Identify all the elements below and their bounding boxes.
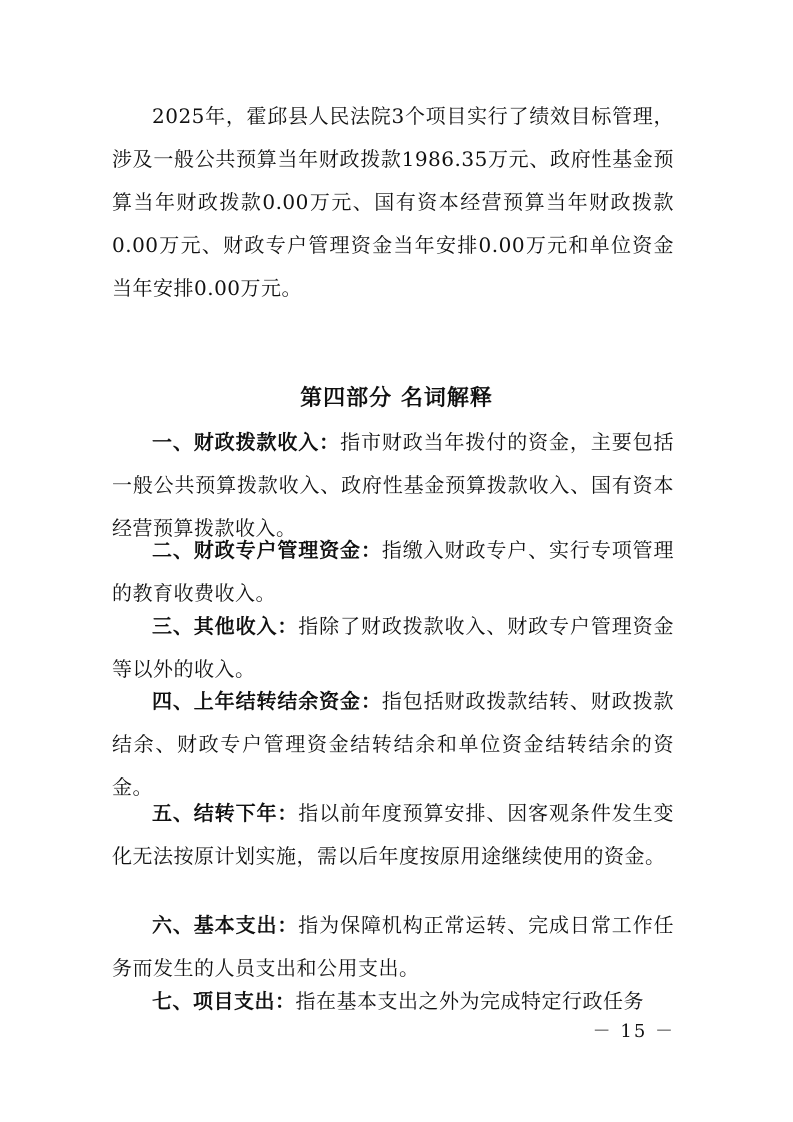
definition-special-account-funds [112,529,674,615]
definition-carryover-balance-funds [112,680,674,809]
definition-basic-expenditure [112,904,674,990]
intro-paragraph [112,95,674,310]
definition-other-income [112,605,674,691]
definition-term: 五、结转下年： [152,801,299,825]
definition-term: 七、项目支出： [152,989,296,1013]
definition-text: 指在基本支出之外为完成特定行政任务 [295,989,644,1013]
definition-text: 指以前年度预算安排、因客观条件发生变化无法按原计划实施，需以后年度按原用途继续使用的资金。 [112,801,675,868]
section-title: 第四部分 名词解释 [300,386,493,411]
definition-text: 指为保障机构正常运转、完成日常工作任务而发生的人员支出和公用支出。 [112,913,675,980]
definition-term: 四、上年结转结余资金： [152,689,382,713]
definition-term: 二、财政专户管理资金： [152,538,382,562]
definition-term: 三、其他收入： [152,614,299,638]
definition-text: 指缴入财政专户、实行专项管理的教育收费收入。 [112,538,675,605]
intro-text: 2025年，霍邱县人民法院3个项目实行了绩效目标管理，涉及一般公共预算当年财政拨款1986.35万元、政府性基金预算当年财政拨款0.00万元、国有资本经营预算当年财政拨款0.00万元、财政专户管理资金当年安排0.00万元和单位资金当年安排0.00万元。 [112,104,674,300]
page-number: － 15 － [592,1021,675,1042]
definition-carryover-next-year [112,792,674,878]
definition-term: 一、财政拨款收入： [152,430,341,454]
definition-text: 指包括财政拨款结转、财政拨款结余、财政专户管理资金结转结余和单位资金结转结余的资金。 [112,689,675,799]
definition-project-expenditure [112,980,674,1023]
definition-text: 指除了财政拨款收入、财政专户管理资金等以外的收入。 [112,614,675,681]
definition-text: 指市财政当年拨付的资金，主要包括一般公共预算拨款收入、政府性基金预算拨款收入、国有资本经营预算拨款收入。 [112,430,674,540]
definition-term: 六、基本支出： [152,913,299,937]
